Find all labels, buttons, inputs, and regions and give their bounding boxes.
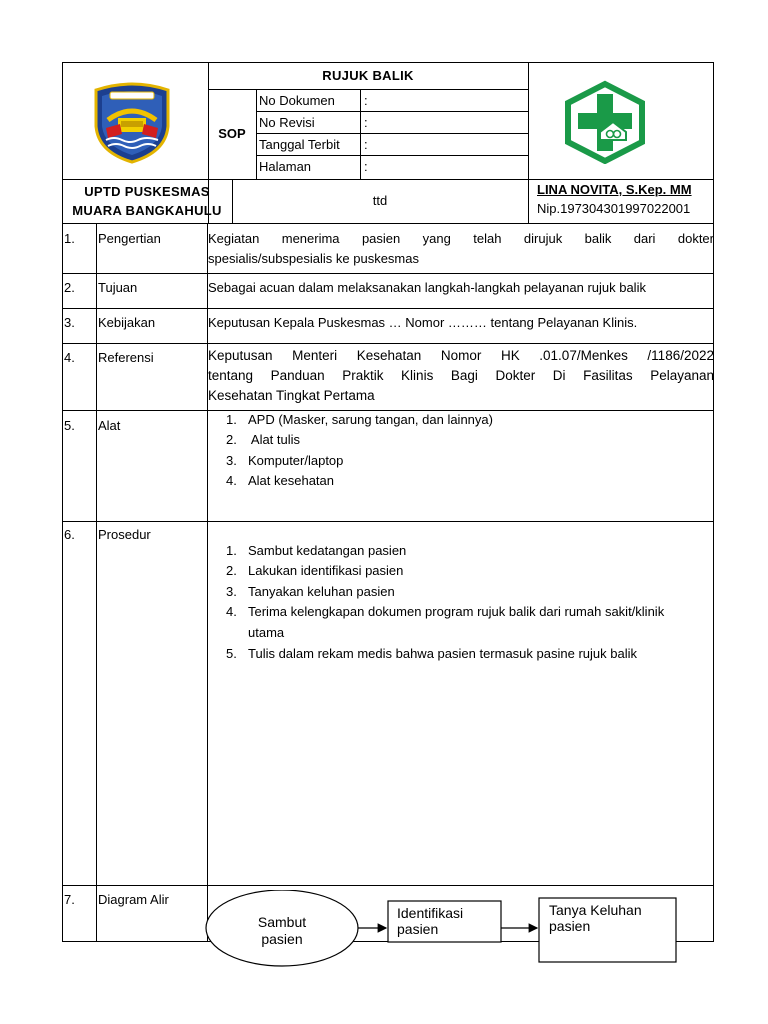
meta-tanggal-terbit-label: Tanggal Terbit (259, 137, 340, 152)
list-item: 4. Alat kesehatan (226, 473, 335, 488)
flow-node-3-line2: pasien (549, 918, 591, 934)
row-5-number: 5. (64, 418, 75, 433)
row-4-number: 4. (64, 350, 75, 365)
meta-tanggal-terbit-sep: : (364, 137, 368, 152)
meta-no-revisi-label: No Revisi (259, 115, 315, 130)
row-7-label: Diagram Alir (98, 892, 169, 907)
meta-no-dokumen-sep: : (364, 93, 368, 108)
list-item: 3. Komputer/laptop (226, 453, 344, 468)
flow-node-3-line1: Tanya Keluhan (549, 902, 642, 918)
org-name-line1: UPTD PUSKESMAS (84, 184, 210, 199)
row-6-number: 6. (64, 527, 75, 542)
meta-no-dokumen-label: No Dokumen (259, 93, 335, 108)
list-item-continuation: utama (248, 625, 285, 640)
puskesmas-logo-icon (564, 80, 646, 164)
row-3-number: 3. (64, 315, 75, 330)
row-6-label: Prosedur (98, 527, 151, 542)
row-1-number: 1. (64, 231, 75, 246)
row-4-label: Referensi (98, 350, 154, 365)
row-5-label: Alat (98, 418, 121, 433)
row-4-text-line1: Keputusan Menteri Kesehatan Nomor HK .01.07/Menkes /1186/2022 (208, 348, 714, 363)
sop-label: SOP (218, 126, 246, 141)
row-1-text-line2: spesialis/subspesialis ke puskesmas (208, 251, 419, 266)
row-3-label: Kebijakan (98, 315, 156, 330)
flow-node-1-line2: pasien (261, 931, 303, 947)
list-item: 3. Tanyakan keluhan pasien (226, 584, 395, 599)
list-item: 4. Terima kelengkapan dokumen program rujuk balik dari rumah sakit/klinik (226, 604, 665, 619)
meta-no-revisi-sep: : (364, 115, 368, 130)
meta-halaman-label: Halaman (259, 159, 312, 174)
flow-node-1-line1: Sambut (257, 914, 307, 930)
signer-nip: Nip.197304301997022001 (537, 201, 691, 216)
row-1-label: Pengertian (98, 231, 161, 246)
row-3-text: Keputusan Kepala Puskesmas … Nomor ……… tentang Pelayanan Klinis. (208, 315, 638, 330)
list-item: 2. Alat tulis (226, 432, 301, 447)
regional-crest-icon (90, 80, 174, 164)
document-title: RUJUK BALIK (322, 68, 414, 83)
flow-node-2-line1: Identifikasi (397, 905, 464, 921)
row-2-text: Sebagai acuan dalam melaksanakan langkah-langkah pelayanan rujuk balik (208, 280, 646, 295)
row-4-text-line3: Kesehatan Tingkat Pertama (208, 388, 375, 403)
sop-body-table (62, 223, 714, 942)
meta-halaman-sep: : (364, 159, 368, 174)
signature-placeholder: ttd (372, 193, 388, 208)
signer-name: LINA NOVITA, S.Kep. MM (537, 182, 692, 197)
row-2-number: 2. (64, 280, 75, 295)
flow-node-2-line2: pasien (397, 921, 439, 937)
row-7-number: 7. (64, 892, 75, 907)
org-name-line2: MUARA BANGKAHULU (72, 203, 222, 218)
list-item: 1. APD (Masker, sarung tangan, dan lainnya) (226, 412, 493, 427)
row-2-label: Tujuan (98, 280, 138, 295)
list-item: 5. Tulis dalam rekam medis bahwa pasien termasuk pasine rujuk balik (226, 646, 637, 661)
row-4-text-line2: tentang Panduan Praktik Klinis Bagi Dokter Di Fasilitas Pelayanan (208, 368, 714, 383)
row-1-text-line1: Kegiatan menerima pasien yang telah dirujuk balik dari dokter (208, 231, 714, 246)
list-item: 2. Lakukan identifikasi pasien (226, 563, 404, 578)
list-item: 1. Sambut kedatangan pasien (226, 543, 407, 558)
